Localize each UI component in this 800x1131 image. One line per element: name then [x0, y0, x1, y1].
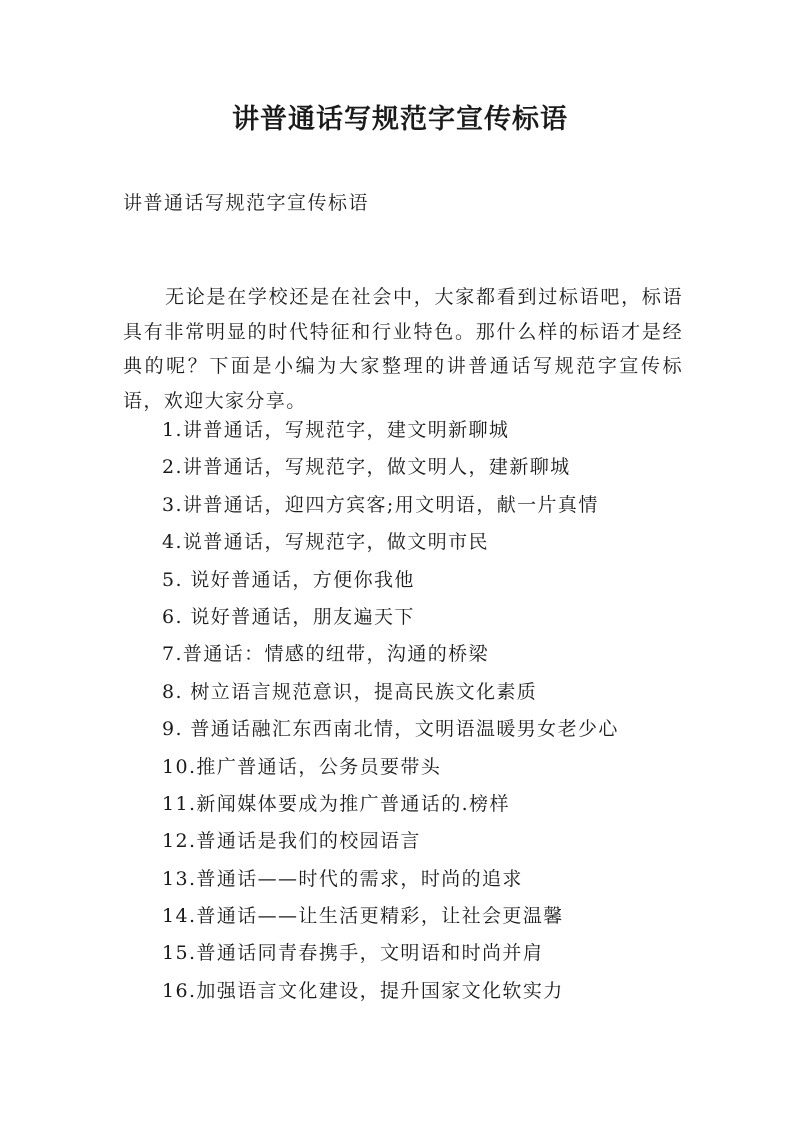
slogan-item: 9. 普通话融汇东西南北情，文明语温暖男女老少心: [162, 718, 619, 741]
slogan-item: 13.普通话——时代的需求，时尚的追求: [162, 867, 523, 890]
document-title: 讲普通话写规范字宣传标语: [232, 104, 568, 135]
slogan-item: 6. 说好普通话，朋友遍天下: [162, 605, 415, 628]
slogan-item: 5. 说好普通话，方便你我他: [162, 568, 415, 591]
slogan-item: 16.加强语言文化建设，提升国家文化软实力: [162, 979, 564, 1002]
slogan-item: 8. 树立语言规范意识，提高民族文化素质: [162, 680, 538, 703]
slogan-item: 4.说普通话，写规范字，做文明市民: [162, 531, 489, 554]
slogan-item: 12.普通话是我们的校园语言: [162, 830, 421, 853]
slogan-list: [162, 412, 619, 1010]
slogan-item: 11.新闻媒体要成为推广普通话的.榜样: [162, 792, 510, 815]
slogan-item: 7.普通话：情感的纽带，沟通的桥梁: [162, 643, 489, 666]
slogan-item: 3.讲普通话，迎四方宾客;用文明语，献一片真情: [162, 493, 599, 516]
slogan-item: 15.普通话同青春携手，文明语和时尚并肩: [162, 942, 544, 965]
slogan-item: 10.推广普通话，公务员要带头: [162, 755, 442, 778]
slogan-item: 2.讲普通话，写规范字，做文明人，建新聊城: [162, 456, 571, 479]
slogan-item: 1.讲普通话，写规范字，建文明新聊城: [162, 419, 510, 441]
intro-paragraph: 无论是在学校还是在社会中，大家都看到过标语吧，标语具有非常明显的时代特征和行业特色。那什么样的标语才是经典的呢？下面是小编为大家整理的讲普通话写规范字宣传标语，欢迎大家分享。: [123, 286, 683, 412]
document-subtitle: 讲普通话写规范字宣传标语: [123, 192, 370, 214]
slogan-item: 14.普通话——让生活更精彩，让社会更温馨: [162, 905, 564, 928]
